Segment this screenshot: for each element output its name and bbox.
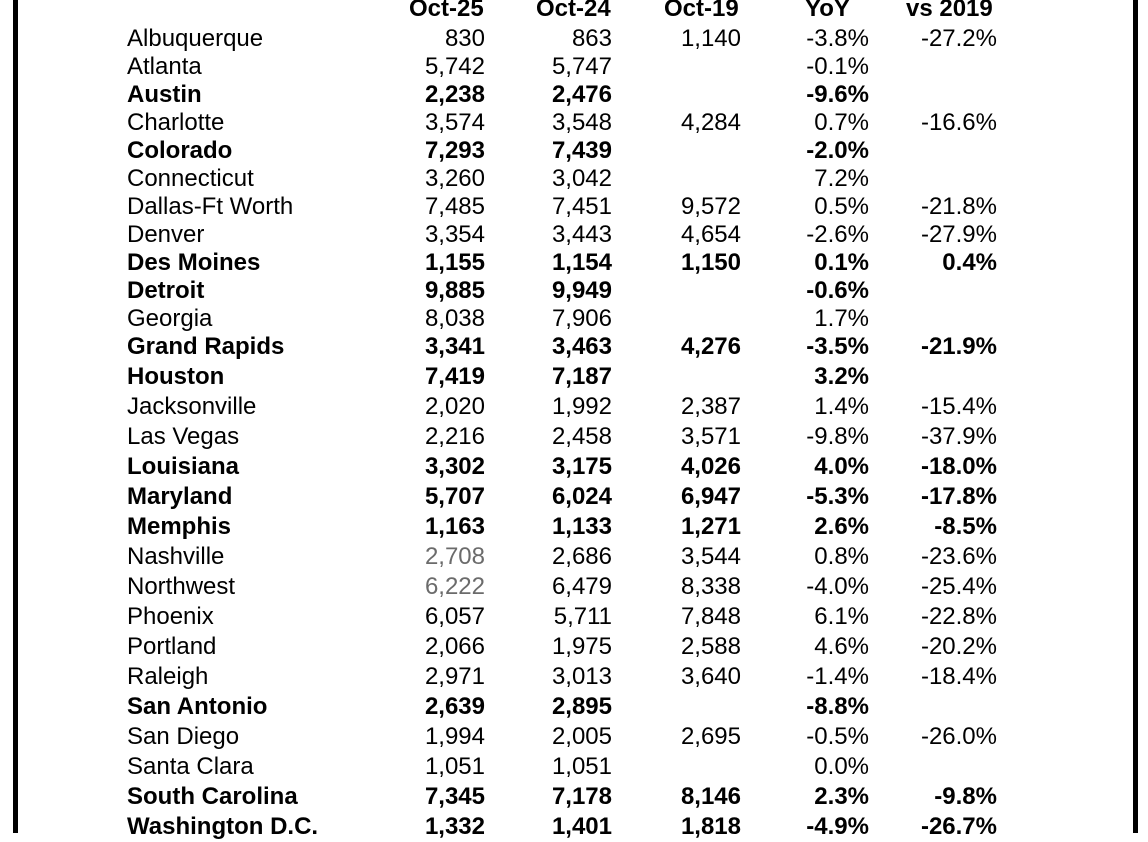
cell-oct24: 1,051 [551,753,612,780]
cell-oct24: 6,479 [551,573,612,600]
cell-oct19: 3,571 [680,423,741,450]
cell-oct25: 2,216 [424,423,485,450]
cell-oct25: 3,341 [424,333,485,360]
cell-yoy: 0.5% [814,193,869,220]
cell-oct19: 2,387 [680,393,741,420]
table-row [0,662,1148,692]
cell-oct24: 3,013 [551,663,612,690]
cell-oct24: 7,451 [551,193,612,220]
cell-oct24: 9,949 [551,277,612,304]
table-row [0,542,1148,572]
cell-location: Northwest [127,573,236,600]
cell-yoy: 4.6% [814,633,869,660]
cell-oct24: 1,975 [551,633,612,660]
cell-yoy: -9.6% [806,81,869,108]
cell-yoy: -1.4% [806,663,869,690]
cell-vs2019: -26.0% [920,723,997,750]
cell-oct25: 1,155 [424,249,485,276]
cell-vs2019: -37.9% [920,423,997,450]
cell-location: Washington D.C. [127,813,319,840]
cell-vs2019: -27.2% [920,25,997,52]
cell-oct19: 4,026 [680,453,741,480]
table-row [0,812,1148,842]
cell-location: Georgia [127,305,213,332]
cell-oct24: 7,187 [551,363,612,390]
cell-oct24: 863 [571,25,612,52]
cell-oct24: 3,463 [551,333,612,360]
cell-oct24: 2,005 [551,723,612,750]
cell-oct24: 2,458 [551,423,612,450]
cell-oct25: 1,994 [424,723,485,750]
cell-oct25: 2,020 [424,393,485,420]
table-row [0,164,1148,194]
header-oct19: Oct-19 [664,0,739,22]
cell-yoy: 2.3% [814,783,869,810]
cell-oct24: 7,439 [551,137,612,164]
table-row [0,52,1148,82]
table-row [0,782,1148,812]
table-row [0,362,1148,392]
cell-location: Maryland [127,483,233,510]
cell-oct24: 3,548 [551,109,612,136]
cell-location: Charlotte [127,109,225,136]
cell-oct24: 2,686 [551,543,612,570]
cell-oct25: 3,354 [424,221,485,248]
cell-vs2019: -18.4% [920,663,997,690]
cell-location: San Antonio [127,693,268,720]
cell-oct19: 1,271 [680,513,741,540]
cell-yoy: 2.6% [814,513,869,540]
cell-vs2019: -18.0% [920,453,997,480]
cell-oct25: 6,057 [424,603,485,630]
table-row [0,392,1148,422]
cell-vs2019: -22.8% [920,603,997,630]
cell-location: Las Vegas [127,423,240,450]
cell-oct19: 4,284 [680,109,741,136]
cell-yoy: -2.6% [806,221,869,248]
cell-yoy: 0.1% [814,249,869,276]
cell-location: Grand Rapids [127,333,285,360]
table-row [0,692,1148,722]
cell-location: Des Moines [127,249,261,276]
cell-oct24: 7,906 [551,305,612,332]
cell-location: Memphis [127,513,232,540]
table-row [0,452,1148,482]
cell-oct19: 1,140 [680,25,741,52]
table-row [0,602,1148,632]
cell-oct25: 3,574 [424,109,485,136]
cell-oct25: 5,742 [424,53,485,80]
cell-oct19: 8,338 [680,573,741,600]
table-row [0,632,1148,662]
cell-location: Detroit [127,277,205,304]
cell-yoy: -2.0% [806,137,869,164]
cell-location: Austin [127,81,202,108]
cell-oct25: 3,302 [424,453,485,480]
cell-yoy: -0.6% [806,277,869,304]
table-row [0,136,1148,166]
cell-oct25: 2,708 [424,543,485,570]
cell-oct25: 2,639 [424,693,485,720]
cell-oct25: 8,038 [424,305,485,332]
cell-location: Raleigh [127,663,209,690]
cell-oct24: 5,711 [553,603,612,630]
cell-location: Atlanta [127,53,202,80]
table-row [0,220,1148,250]
cell-oct25: 830 [444,25,485,52]
cell-yoy: 6.1% [814,603,869,630]
cell-yoy: 0.7% [814,109,869,136]
cell-oct24: 7,178 [551,783,612,810]
cell-yoy: 1.4% [814,393,869,420]
table-row [0,276,1148,306]
cell-oct19: 3,640 [680,663,741,690]
cell-oct24: 1,133 [551,513,612,540]
cell-oct19: 4,654 [680,221,741,248]
cell-oct25: 7,485 [424,193,485,220]
cell-oct25: 1,332 [424,813,485,840]
cell-yoy: -5.3% [806,483,869,510]
cell-yoy: 7.2% [814,165,869,192]
cell-oct19: 6,947 [680,483,741,510]
cell-location: Houston [127,363,225,390]
cell-oct19: 3,544 [680,543,741,570]
cell-vs2019: -27.9% [920,221,997,248]
table-row [0,722,1148,752]
cell-vs2019: -8.5% [934,513,997,540]
table-row [0,572,1148,602]
table-row [0,24,1148,54]
cell-location: San Diego [127,723,240,750]
table-row [0,304,1148,334]
cell-oct24: 6,024 [551,483,612,510]
cell-yoy: -9.8% [806,423,869,450]
cell-oct25: 5,707 [424,483,485,510]
cell-oct19: 1,818 [680,813,741,840]
cell-vs2019: 0.4% [942,249,997,276]
cell-vs2019: -26.7% [920,813,997,840]
table-row [0,80,1148,110]
cell-oct25: 9,885 [424,277,485,304]
cell-vs2019: -21.9% [920,333,997,360]
table-row [0,108,1148,138]
cell-oct24: 2,476 [551,81,612,108]
cell-location: Connecticut [127,165,254,192]
cell-yoy: -4.9% [806,813,869,840]
cell-oct24: 3,175 [551,453,612,480]
cell-oct25: 2,971 [424,663,485,690]
cell-oct25: 7,293 [424,137,485,164]
cell-oct19: 7,848 [680,603,741,630]
cell-location: Dallas-Ft Worth [127,193,294,220]
cell-vs2019: -16.6% [920,109,997,136]
cell-yoy: -8.8% [806,693,869,720]
cell-location: Colorado [127,137,233,164]
table-row [0,332,1148,362]
cell-vs2019: -23.6% [920,543,997,570]
cell-oct25: 2,238 [424,81,485,108]
cell-yoy: -3.8% [806,25,869,52]
cell-oct24: 5,747 [551,53,612,80]
cell-vs2019: -15.4% [920,393,997,420]
cell-vs2019: -25.4% [920,573,997,600]
cell-location: Jacksonville [127,393,257,420]
cell-oct24: 3,443 [551,221,612,248]
cell-oct25: 7,345 [424,783,485,810]
header-oct24: Oct-24 [536,0,611,22]
cell-vs2019: -9.8% [934,783,997,810]
cell-vs2019: -21.8% [920,193,997,220]
cell-oct24: 1,154 [551,249,612,276]
header-vs2019: vs 2019 [906,0,993,22]
cell-yoy: 4.0% [814,453,869,480]
cell-oct19: 8,146 [680,783,741,810]
cell-oct25: 7,419 [424,363,485,390]
cell-location: Santa Clara [127,753,254,780]
cell-oct19: 1,150 [680,249,741,276]
cell-oct24: 1,992 [551,393,612,420]
cell-oct25: 6,222 [424,573,485,600]
cell-oct24: 3,042 [551,165,612,192]
cell-oct19: 4,276 [680,333,741,360]
cell-oct25: 1,163 [424,513,485,540]
header-oct25: Oct-25 [409,0,484,22]
cell-yoy: 0.0% [814,753,869,780]
cell-location: Albuquerque [127,25,264,52]
cell-oct25: 2,066 [424,633,485,660]
cell-oct24: 1,401 [551,813,612,840]
header-yoy: YoY [805,0,850,22]
cell-yoy: 1.7% [814,305,869,332]
table-row [0,482,1148,512]
cell-oct25: 1,051 [424,753,485,780]
table-row [0,192,1148,222]
cell-oct25: 3,260 [424,165,485,192]
cell-oct19: 2,588 [680,633,741,660]
cell-yoy: -3.5% [806,333,869,360]
cell-location: South Carolina [127,783,298,810]
cell-location: Denver [127,221,205,248]
cell-yoy: 3.2% [814,363,869,390]
cell-location: Nashville [127,543,225,570]
cell-vs2019: -17.8% [920,483,997,510]
cell-yoy: -0.1% [806,53,869,80]
cell-vs2019: -20.2% [920,633,997,660]
table-row [0,512,1148,542]
table-row [0,248,1148,278]
cell-yoy: -0.5% [806,723,869,750]
cell-location: Louisiana [127,453,240,480]
cell-location: Portland [127,633,217,660]
cell-yoy: -4.0% [806,573,869,600]
cell-oct19: 2,695 [680,723,741,750]
cell-yoy: 0.8% [814,543,869,570]
cell-location: Phoenix [127,603,214,630]
table-row [0,422,1148,452]
table-row [0,752,1148,782]
cell-oct24: 2,895 [551,693,612,720]
cell-oct19: 9,572 [680,193,741,220]
